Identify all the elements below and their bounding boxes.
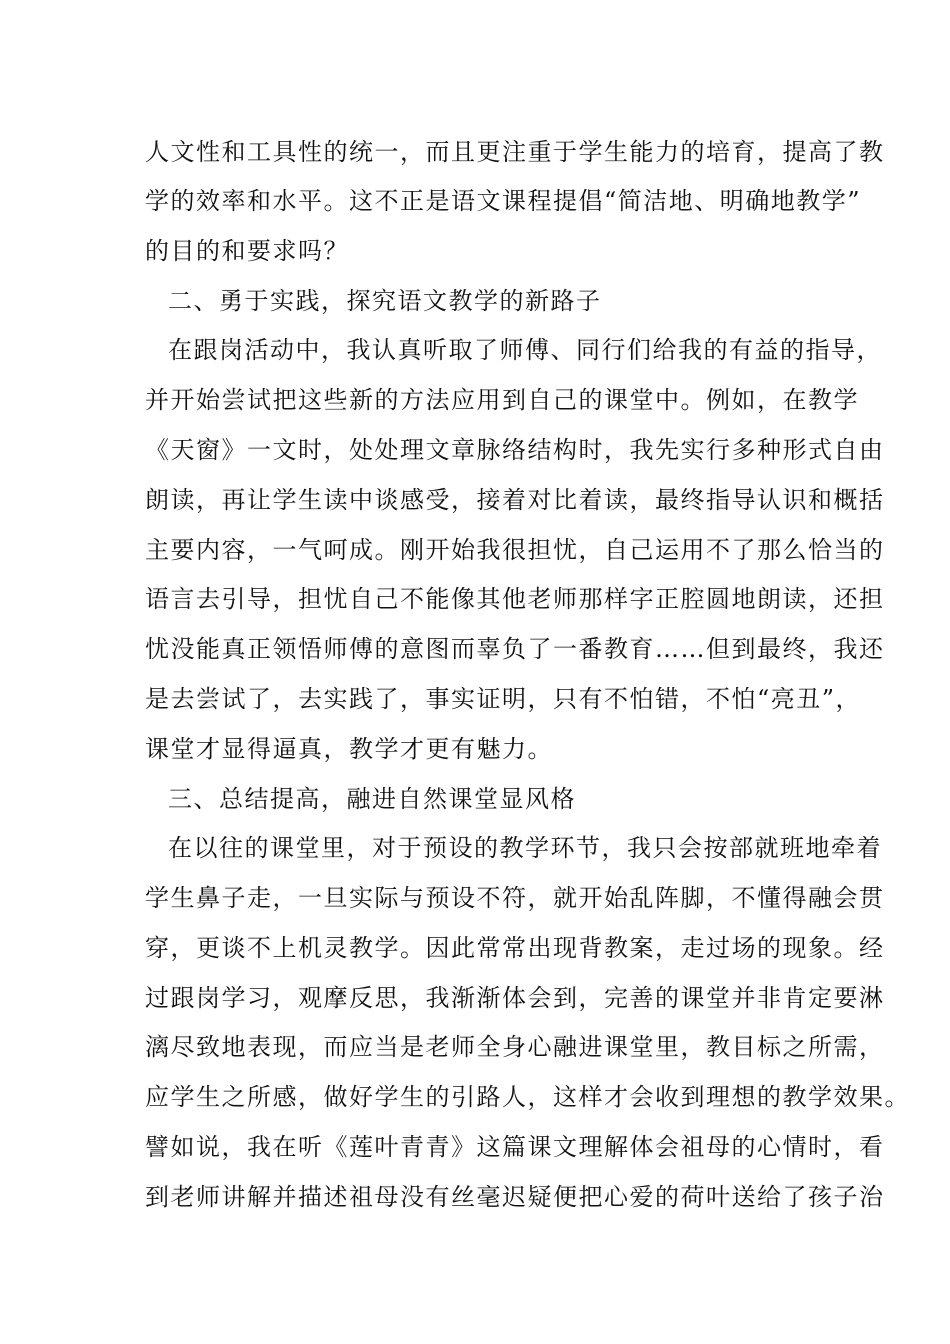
text-line: 人文性和工具性的统一，而且更注重于学生能力的培育，提高了教	[145, 138, 885, 166]
text-line: 忧没能真正领悟师傅的意图而辜负了一番教育……但到最终，我还	[145, 635, 885, 663]
text-line: 学的效率和水平。这不正是语文课程提倡“简洁地、明确地教学”	[145, 187, 862, 215]
section-heading: 三、总结提高，融进自然课堂显风格	[168, 785, 576, 813]
text-line: 到老师讲解并描述祖母没有丝毫迟疑便把心爱的荷叶送给了孩子治	[145, 1183, 885, 1211]
text-line: 是去尝试了，去实践了，事实证明，只有不怕错，不怕“亮丑”，	[145, 685, 862, 713]
text-line: 在以往的课堂里，对于预设的教学环节，我只会按部就班地牵着	[168, 834, 882, 862]
text-line: 学生鼻子走，一旦实际与预设不符，就开始乱阵脚，不懂得融会贯	[145, 884, 885, 912]
text-line: 并开始尝试把这些新的方法应用到自己的课堂中。例如，在教学	[145, 386, 859, 414]
text-line: 在跟岗活动中，我认真听取了师傅、同行们给我的有益的指导，	[168, 336, 882, 364]
text-line: 主要内容，一气呵成。刚开始我很担忧，自己运用不了那么恰当的	[145, 536, 885, 564]
text-line: 穿，更谈不上机灵教学。因此常常出现背教案，走过场的现象。经	[145, 934, 885, 962]
section-heading: 二、勇于实践，探究语文教学的新路子	[168, 287, 602, 315]
text-line: 朗读，再让学生读中谈感受，接着对比着读，最终指导认识和概括	[145, 486, 885, 514]
text-line: 课堂才显得逼真，教学才更有魅力。	[145, 735, 553, 763]
text-line: 应学生之所感，做好学生的引路人，这样才会收到理想的教学效果。	[145, 1083, 910, 1111]
text-line: 的目的和要求吗？	[145, 237, 349, 265]
text-line: 漓尽致地表现，而应当是老师全身心融进课堂里，教目标之所需，	[145, 1033, 885, 1061]
text-line: 譬如说，我在听《莲叶青青》这篇课文理解体会祖母的心情时，看	[145, 1133, 885, 1161]
text-line: 过跟岗学习，观摩反思，我渐渐体会到，完善的课堂并非肯定要淋	[145, 984, 885, 1012]
text-line: 语言去引导，担忧自己不能像其他老师那样字正腔圆地朗读，还担	[145, 585, 885, 613]
text-line: 《天窗》一文时，处处理文章脉络结构时，我先实行多种形式自由	[145, 436, 885, 464]
